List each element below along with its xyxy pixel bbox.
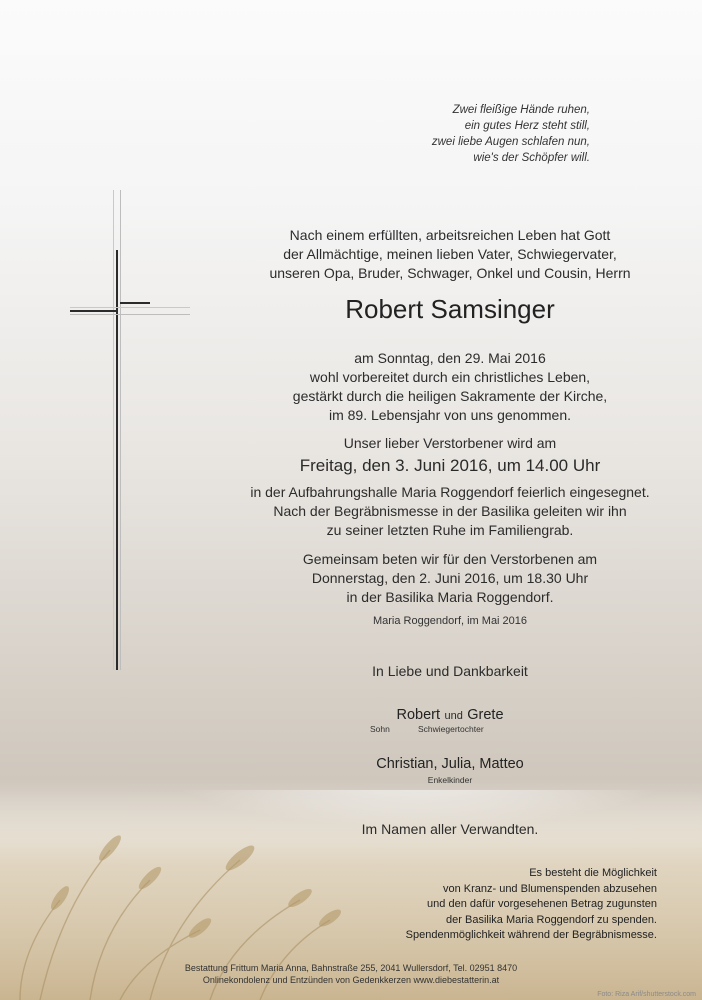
photo-credit: Foto: Riza Arif/shutterstock.com bbox=[597, 991, 696, 998]
intro-text bbox=[215, 226, 685, 283]
deceased-name: Robert Samsinger bbox=[345, 294, 555, 324]
mourner-connector: und bbox=[444, 710, 463, 722]
mourner-name: Grete bbox=[467, 707, 504, 723]
mourner-role: Schwiegertochter bbox=[418, 724, 484, 734]
intro-line: unseren Opa, Bruder, Schwager, Onkel und Cousin, Herrn bbox=[269, 265, 631, 281]
poem-line: ein gutes Herz steht still, bbox=[464, 120, 590, 132]
death-line: gestärkt durch die heiligen Sakramente der Kirche, bbox=[292, 388, 608, 404]
death-line: am Sonntag, den 29. Mai 2016 bbox=[354, 350, 546, 366]
intro-line: der Allmächtige, meinen lieben Vater, Schwiegervater, bbox=[283, 246, 617, 262]
death-line: wohl vorbereitet durch ein christliches Leben, bbox=[309, 369, 591, 385]
donation-line: Spendenmöglichkeit während der Begräbnismesse. bbox=[405, 929, 657, 941]
love-line: In Liebe und Dankbarkeit bbox=[372, 663, 528, 679]
mourners-children bbox=[215, 705, 685, 726]
death-line: im 89. Lebensjahr von uns genommen. bbox=[328, 407, 572, 423]
donation-note bbox=[406, 866, 657, 944]
footer-line: Bestattung Frittum Maria Anna, Bahnstraße 255, 2041 Wullersdorf, Tel. 02951 8470 bbox=[184, 963, 518, 973]
funeral-intro: Unser lieber Verstorbener wird am bbox=[343, 435, 557, 451]
poem-line: wie's der Schöpfer will. bbox=[473, 152, 590, 164]
grandchildren-role: Enkelkinder bbox=[427, 775, 473, 785]
donation-line: Es besteht die Möglichkeit bbox=[529, 867, 657, 879]
funeral-line: Nach der Begräbnismesse in der Basilika geleiten wir ihn bbox=[273, 503, 627, 519]
funeral-date: Freitag, den 3. Juni 2016, um 14.00 Uhr bbox=[299, 456, 601, 475]
place-date: Maria Roggendorf, im Mai 2016 bbox=[372, 615, 528, 627]
intro-line: Nach einem erfüllten, arbeitsreichen Leben hat Gott bbox=[289, 227, 611, 243]
footer-line: Onlinekondolenz und Entzünden von Gedenkkerzen www.diebestatterin.at bbox=[202, 975, 500, 985]
prayer-line: Donnerstag, den 2. Juni 2016, um 18.30 Uhr bbox=[311, 570, 589, 586]
death-text bbox=[215, 349, 685, 425]
mourners-grandchildren: Christian, Julia, Matteo bbox=[376, 756, 524, 772]
relatives-line: Im Namen aller Verwandten. bbox=[361, 821, 539, 837]
mourner-role: Sohn bbox=[370, 724, 390, 734]
prayer-line: in der Basilika Maria Roggendorf. bbox=[346, 589, 554, 605]
funeral-text bbox=[215, 483, 685, 540]
prayer-text bbox=[215, 550, 685, 607]
funeral-line: in der Aufbahrungshalle Maria Roggendorf feierlich eingesegnet. bbox=[250, 484, 650, 500]
poem bbox=[432, 102, 590, 166]
cross-icon bbox=[40, 190, 190, 670]
donation-line: und den dafür vorgesehenen Betrag zugunsten bbox=[427, 898, 657, 910]
prayer-line: Gemeinsam beten wir für den Verstorbenen am bbox=[302, 551, 598, 567]
mourner-name: Robert bbox=[396, 707, 440, 723]
funeral-line: zu seiner letzten Ruhe im Familiengrab. bbox=[326, 522, 574, 538]
poem-line: Zwei fleißige Hände ruhen, bbox=[452, 104, 590, 116]
donation-line: der Basilika Maria Roggendorf zu spenden. bbox=[446, 913, 657, 926]
donation-line: von Kranz- und Blumenspenden abzusehen bbox=[442, 882, 657, 895]
footer bbox=[0, 962, 702, 986]
poem-line: zwei liebe Augen schlafen nun, bbox=[431, 136, 590, 148]
